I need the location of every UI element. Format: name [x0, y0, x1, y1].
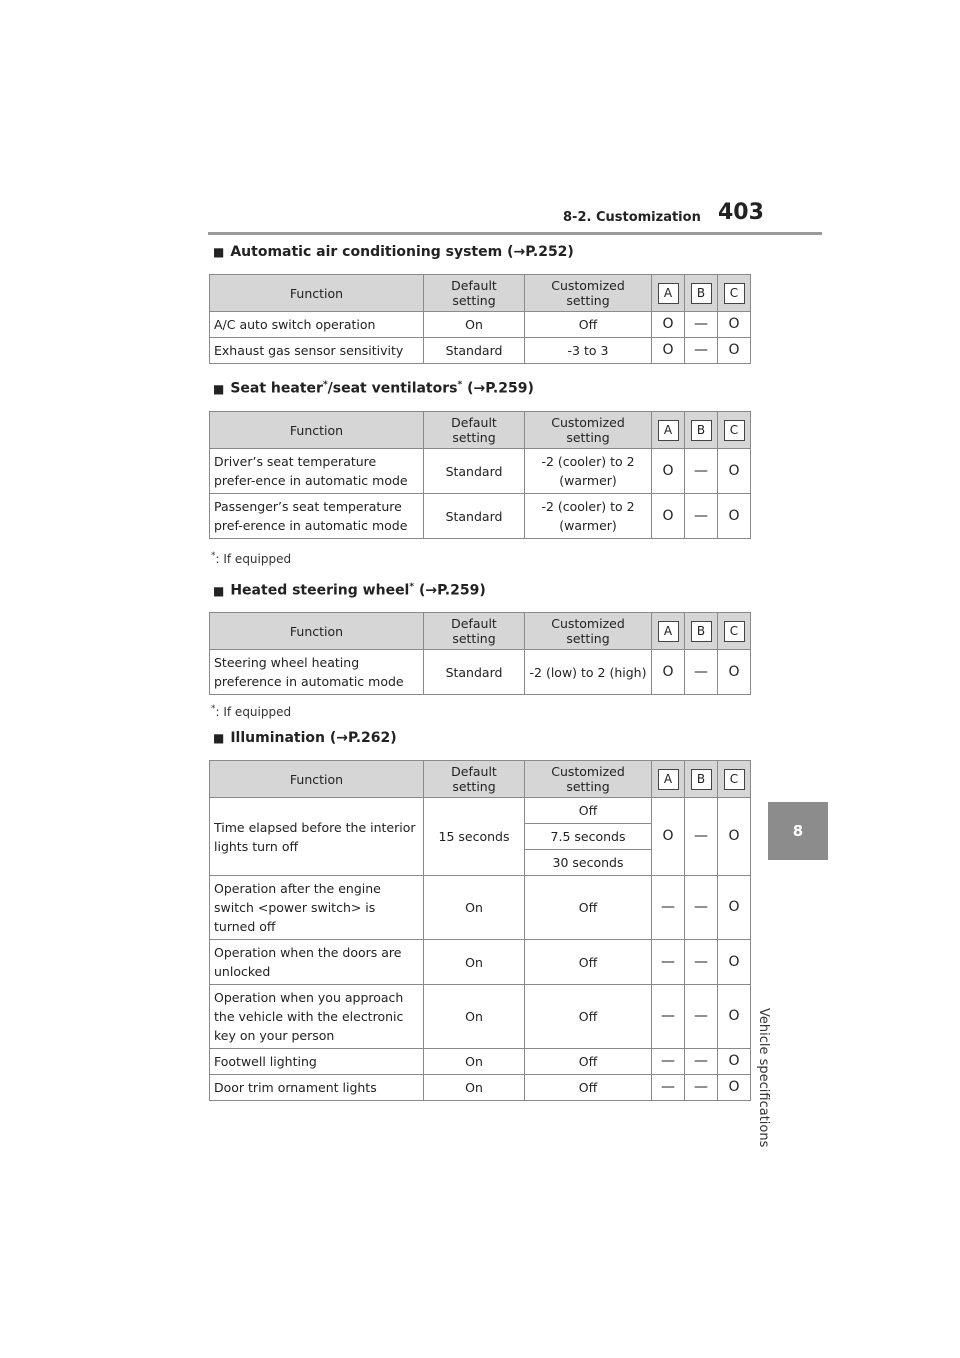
square-bullet-icon: ■	[213, 583, 225, 598]
method-c-cell: O	[718, 1049, 751, 1075]
method-b-cell: —	[685, 940, 718, 985]
chapter-number: 8	[792, 822, 804, 840]
method-b-cell: —	[685, 338, 718, 364]
header-customized: Customized setting	[525, 412, 652, 449]
method-b-cell: —	[685, 650, 718, 695]
default-cell: Standard	[424, 338, 525, 364]
square-bullet-icon: ■	[213, 731, 225, 745]
default-cell: 15 seconds	[424, 798, 525, 876]
function-cell: Exhaust gas sensor sensitivity	[210, 338, 424, 364]
method-b-cell: —	[685, 1075, 718, 1101]
illumination-settings-table	[209, 760, 751, 1101]
header-col-c	[718, 761, 751, 798]
table-row	[210, 494, 751, 539]
default-cell: Standard	[424, 650, 525, 695]
method-b-cell: —	[685, 449, 718, 494]
section-title-ac	[213, 244, 574, 260]
method-c-cell: O	[718, 985, 751, 1049]
table-row	[210, 1049, 751, 1075]
custom-cell: -2 (low) to 2 (high)	[525, 650, 652, 695]
header-col-b	[685, 412, 718, 449]
header-col-b	[685, 613, 718, 650]
method-a-cell: —	[652, 1049, 685, 1075]
chapter-tab	[768, 802, 828, 860]
method-a-cell: —	[652, 1075, 685, 1101]
header-default: Default setting	[424, 613, 525, 650]
method-c-cell: O	[718, 494, 751, 539]
method-a-cell: O	[652, 494, 685, 539]
section-title-wheel	[213, 582, 486, 599]
custom-option-cell: 7.5 seconds	[525, 824, 652, 850]
table-row	[210, 876, 751, 940]
method-b-cell: —	[685, 1049, 718, 1075]
method-c-cell: O	[718, 650, 751, 695]
header-default: Default setting	[424, 412, 525, 449]
custom-cell: Off	[525, 940, 652, 985]
method-a-cell: —	[652, 940, 685, 985]
section-title-illumination	[213, 730, 397, 746]
method-c-cell: O	[718, 940, 751, 985]
asterisk-mark: *	[211, 704, 216, 714]
custom-cell: -2 (cooler) to 2 (warmer)	[525, 449, 652, 494]
default-cell: On	[424, 940, 525, 985]
table-header-row	[210, 761, 751, 798]
custom-option-cell: Off	[525, 798, 652, 824]
custom-option-cell: 30 seconds	[525, 850, 652, 876]
function-cell: Steering wheel heating preference in automatic mode	[210, 650, 424, 695]
table-header-row	[210, 412, 751, 449]
method-a-cell: O	[652, 650, 685, 695]
custom-cell: Off	[525, 985, 652, 1049]
asterisk-mark: *	[322, 380, 328, 390]
function-cell: Door trim ornament lights	[210, 1075, 424, 1101]
default-cell: On	[424, 876, 525, 940]
header-col-b	[685, 275, 718, 312]
header-customized: Customized setting	[525, 613, 652, 650]
table-header-row	[210, 275, 751, 312]
header-default: Default setting	[424, 761, 525, 798]
method-a-cell: O	[652, 338, 685, 364]
method-b-cell: —	[685, 312, 718, 338]
header-divider	[208, 232, 822, 235]
footnote-text: : If equipped	[215, 705, 292, 719]
function-cell: A/C auto switch operation	[210, 312, 424, 338]
method-b-cell: —	[685, 985, 718, 1049]
method-c-cell: O	[718, 338, 751, 364]
header-function: Function	[210, 412, 424, 449]
col-c-label: C	[724, 283, 745, 304]
square-bullet-icon: ■	[213, 381, 225, 396]
default-cell: Standard	[424, 449, 525, 494]
section-title-illumination-text: Illumination (→P.262)	[230, 730, 397, 746]
footnote	[211, 704, 291, 719]
col-a-label: A	[658, 769, 679, 790]
col-a-label: A	[658, 283, 679, 304]
function-cell: Time elapsed before the interior lights turn off	[210, 798, 424, 876]
table-row	[210, 1075, 751, 1101]
table-row	[210, 338, 751, 364]
function-cell: Operation when the doors are unlocked	[210, 940, 424, 985]
method-c-cell: O	[718, 1075, 751, 1101]
col-b-label: B	[691, 283, 712, 304]
header-function: Function	[210, 275, 424, 312]
custom-cell: Off	[525, 312, 652, 338]
square-bullet-icon: ■	[213, 245, 225, 259]
method-b-cell: —	[685, 876, 718, 940]
section-header: 8-2. Customization	[563, 210, 701, 225]
function-cell: Operation after the engine switch <power switch> is turned off	[210, 876, 424, 940]
method-a-cell: O	[652, 798, 685, 876]
col-b-label: B	[691, 769, 712, 790]
header-customized: Customized setting	[525, 761, 652, 798]
table-row	[210, 940, 751, 985]
section-title-wheel-ref: (→P.259)	[414, 582, 486, 599]
table-header-row	[210, 613, 751, 650]
header-col-a	[652, 761, 685, 798]
header-default: Default setting	[424, 275, 525, 312]
method-b-cell: —	[685, 798, 718, 876]
method-a-cell: —	[652, 876, 685, 940]
custom-cell: -2 (cooler) to 2 (warmer)	[525, 494, 652, 539]
footnote	[211, 551, 291, 566]
custom-cell: Off	[525, 1049, 652, 1075]
table-row	[210, 798, 751, 824]
section-title-seat-main: Seat heater	[230, 380, 323, 397]
col-c-label: C	[724, 420, 745, 441]
header-col-c	[718, 412, 751, 449]
method-c-cell: O	[718, 449, 751, 494]
page-number: 403	[718, 200, 764, 225]
header-col-a	[652, 613, 685, 650]
function-cell: Driver’s seat temperature prefer-ence in automatic mode	[210, 449, 424, 494]
function-cell: Operation when you approach the vehicle with the electronic key on your person	[210, 985, 424, 1049]
section-title-seat-mid: /seat ventilators	[327, 380, 458, 397]
method-c-cell: O	[718, 876, 751, 940]
col-b-label: B	[691, 621, 712, 642]
method-a-cell: —	[652, 985, 685, 1049]
col-a-label: A	[658, 621, 679, 642]
ac-settings-table	[209, 274, 751, 364]
header-col-a	[652, 412, 685, 449]
asterisk-mark: *	[409, 582, 415, 592]
header-col-c	[718, 275, 751, 312]
custom-cell: Off	[525, 1075, 652, 1101]
wheel-settings-table	[209, 612, 751, 695]
function-cell: Footwell lighting	[210, 1049, 424, 1075]
table-row	[210, 312, 751, 338]
chapter-title: Vehicle specifications	[756, 1008, 771, 1148]
custom-cell: Off	[525, 876, 652, 940]
default-cell: On	[424, 1075, 525, 1101]
function-cell: Passenger’s seat temperature pref-erence in automatic mode	[210, 494, 424, 539]
header-col-b	[685, 761, 718, 798]
method-c-cell: O	[718, 312, 751, 338]
header-customized: Customized setting	[525, 275, 652, 312]
method-a-cell: O	[652, 312, 685, 338]
method-b-cell: —	[685, 494, 718, 539]
section-title-ac-text: Automatic air conditioning system (→P.252)	[230, 244, 574, 260]
custom-cell: -3 to 3	[525, 338, 652, 364]
section-title-wheel-main: Heated steering wheel	[230, 582, 410, 599]
header-col-a	[652, 275, 685, 312]
default-cell: On	[424, 312, 525, 338]
table-row	[210, 650, 751, 695]
col-c-label: C	[724, 769, 745, 790]
footnote-text: : If equipped	[215, 552, 292, 566]
col-c-label: C	[724, 621, 745, 642]
asterisk-mark: *	[211, 551, 216, 561]
asterisk-mark: *	[457, 380, 463, 390]
default-cell: Standard	[424, 494, 525, 539]
default-cell: On	[424, 985, 525, 1049]
section-title-seat	[213, 380, 534, 397]
col-b-label: B	[691, 420, 712, 441]
default-cell: On	[424, 1049, 525, 1075]
table-row	[210, 985, 751, 1049]
section-title-seat-ref: (→P.259)	[462, 380, 534, 397]
header-function: Function	[210, 761, 424, 798]
method-a-cell: O	[652, 449, 685, 494]
col-a-label: A	[658, 420, 679, 441]
header-function: Function	[210, 613, 424, 650]
header-col-c	[718, 613, 751, 650]
seat-settings-table	[209, 411, 751, 539]
method-c-cell: O	[718, 798, 751, 876]
table-row	[210, 449, 751, 494]
